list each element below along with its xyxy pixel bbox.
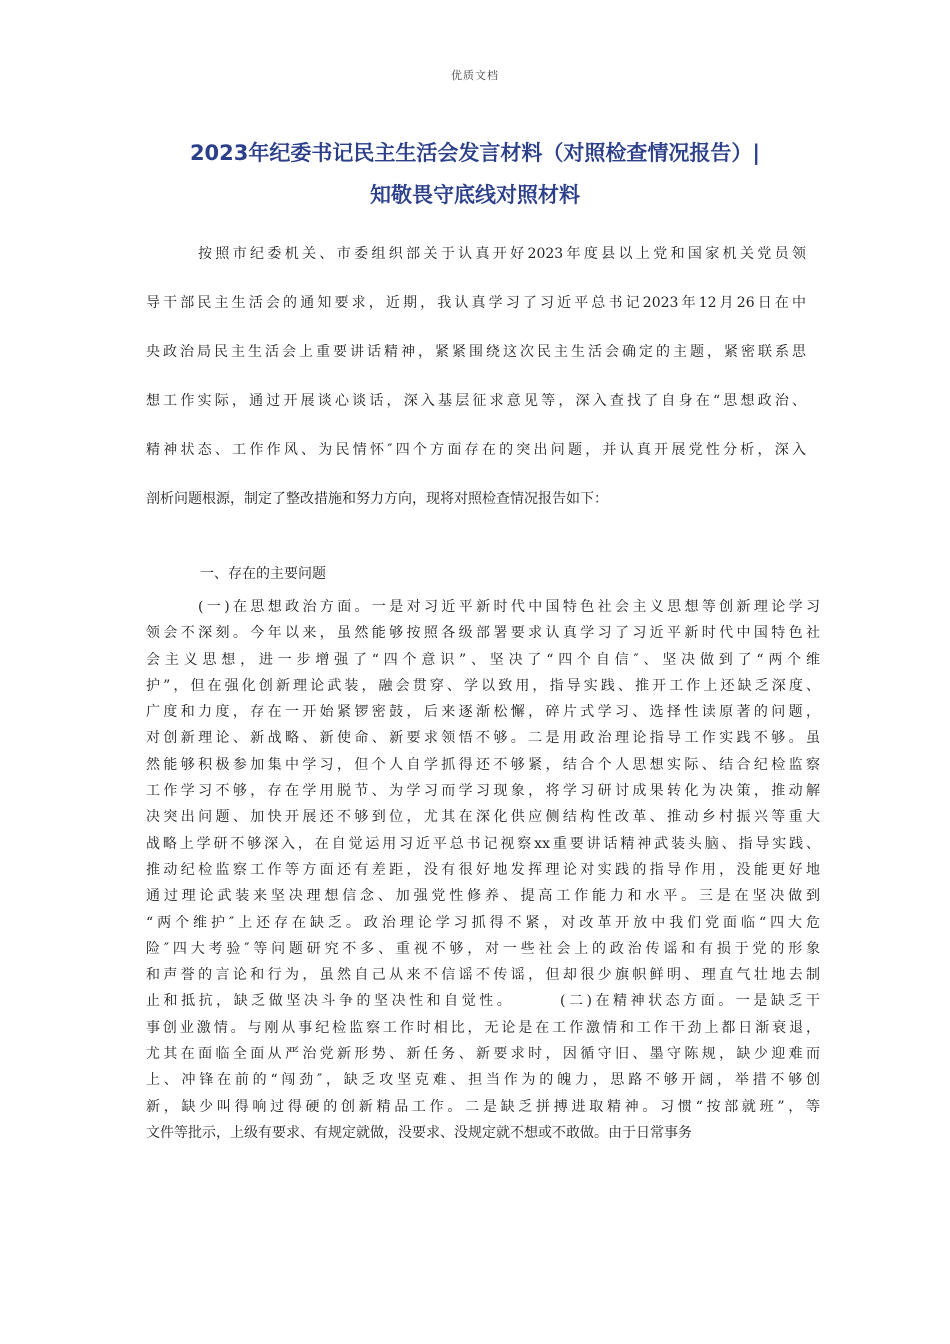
body-line: 新，缺少叫得响过得硬的创新精品工作。二是缺乏拼搏进取精神。习惯“按部就班”，等	[146, 1098, 820, 1115]
body-line: “两个维护″上还存在缺乏。政治理论学习抓得不紧，对改革开放中我们党面临“四大危	[146, 914, 820, 931]
page-header-label: 优质文档	[451, 69, 499, 82]
body-line: 险″四大考验″等问题研究不多、重视不够，对一些社会上的政治传谣和有损于党的形象	[146, 940, 820, 957]
body-paragraph	[146, 594, 820, 1146]
intro-paragraph	[146, 230, 806, 524]
body-line: 推动纪检监察工作等方面还有差距，没有很好地发挥理论对实践的指导作用，没能更好地	[146, 861, 820, 878]
body-line: 工作学习不够，存在学用脱节、为学习而学习现象，将学习研讨成果转化为决策，推动解	[146, 783, 820, 800]
body-line: 会主义思想，进一步增强了“四个意识”、坚决了“四个自信″、坚决做到了“两个维	[146, 651, 820, 668]
body-line: 护”，但在强化创新理论武装，融会贯穿、学以致用，指导实践、推开工作上还缺乏深度、	[146, 677, 820, 694]
intro-line: 按照市纪委机关、市委组织部关于认真开好2023年度县以上党和国家机关党员领	[198, 246, 806, 262]
document-title	[120, 132, 830, 216]
title-line-1: 2023年纪委书记民主生活会发言材料（对照检查情况报告）|	[189, 141, 761, 165]
body-line: 事创业激情。与刚从事纪检监察工作时相比，无论是在工作激情和工作干劲上都日渐衰退，	[146, 1019, 820, 1036]
intro-line: 央政治局民主生活会上重要讲话精神，紧紧围绕这次民主生活会确定的主题，紧密联系思	[146, 344, 806, 360]
body-line: 和声誉的言论和行为，虽然自己从来不信谣不传谣，但却很少旗帜鲜明、理直气壮地去制	[146, 967, 820, 984]
title-line-2: 知敬畏守底线对照材料	[370, 183, 580, 207]
body-line: 止和抵抗，缺乏做坚决斗争的坚决性和自觉性。 (二)在精神状态方面。一是缺乏干	[146, 993, 820, 1010]
section-heading: 一、存在的主要问题	[200, 566, 326, 582]
body-line: 尤其在面临全面从严治党新形势、新任务、新要求时，因循守旧、墨守陈规，缺少迎难而	[146, 1046, 820, 1063]
body-line: 决突出问题、加快开展还不够到位，尤其在深化供应侧结构性改革、推动乡村振兴等重大	[146, 809, 820, 826]
intro-line: 导干部民主生活会的通知要求，近期，我认真学习了习近平总书记2023年12月26日在中	[146, 295, 806, 311]
body-line: 通过理论武装来坚决理想信念、加强党性修养、提高工作能力和水平。三是在坚决做到	[146, 888, 820, 905]
body-line: (一)在思想政治方面。一是对习近平新时代中国特色社会主义思想等创新理论学习	[198, 599, 820, 615]
body-line: 领会不深刻。今年以来，虽然能够按照各级部署要求认真学习了习近平新时代中国特色社	[146, 625, 820, 642]
body-line: 对创新理论、新战略、新使命、新要求领悟不够。二是用政治理论指导工作实践不够。虽	[146, 730, 820, 747]
intro-line: 精神状态、工作作风、为民情怀″四个方面存在的突出问题，并认真开展党性分析，深入	[146, 442, 806, 458]
body-line: 上、冲锋在前的“闯劲″，缺乏攻坚克难、担当作为的魄力，思路不够开阔，举措不够创	[146, 1072, 820, 1089]
body-line: 然能够积极参加集中学习，但个人自学抓得还不够紧，结合个人思想实际、结合纪检监察	[146, 756, 820, 773]
body-line: 文件等批示，上级有要求、有规定就做，没要求、没规定就不想或不敢做。由于日常事务	[146, 1124, 692, 1141]
body-line: 广度和力度，存在一开始紧锣密鼓，后来逐渐松懈，碎片式学习、选择性读原著的问题，	[146, 704, 820, 721]
body-line: 战略上学研不够深入，在自觉运用习近平总书记视察xx重要讲话精神武装头脑、指导实践、	[146, 835, 820, 852]
intro-line: 剖析问题根源，制定了整改措施和努力方向，现将对照检查情况报告如下：	[146, 491, 608, 507]
intro-line: 想工作实际，通过开展谈心谈话，深入基层征求意见等，深入查找了自身在“思想政治、	[146, 393, 806, 409]
